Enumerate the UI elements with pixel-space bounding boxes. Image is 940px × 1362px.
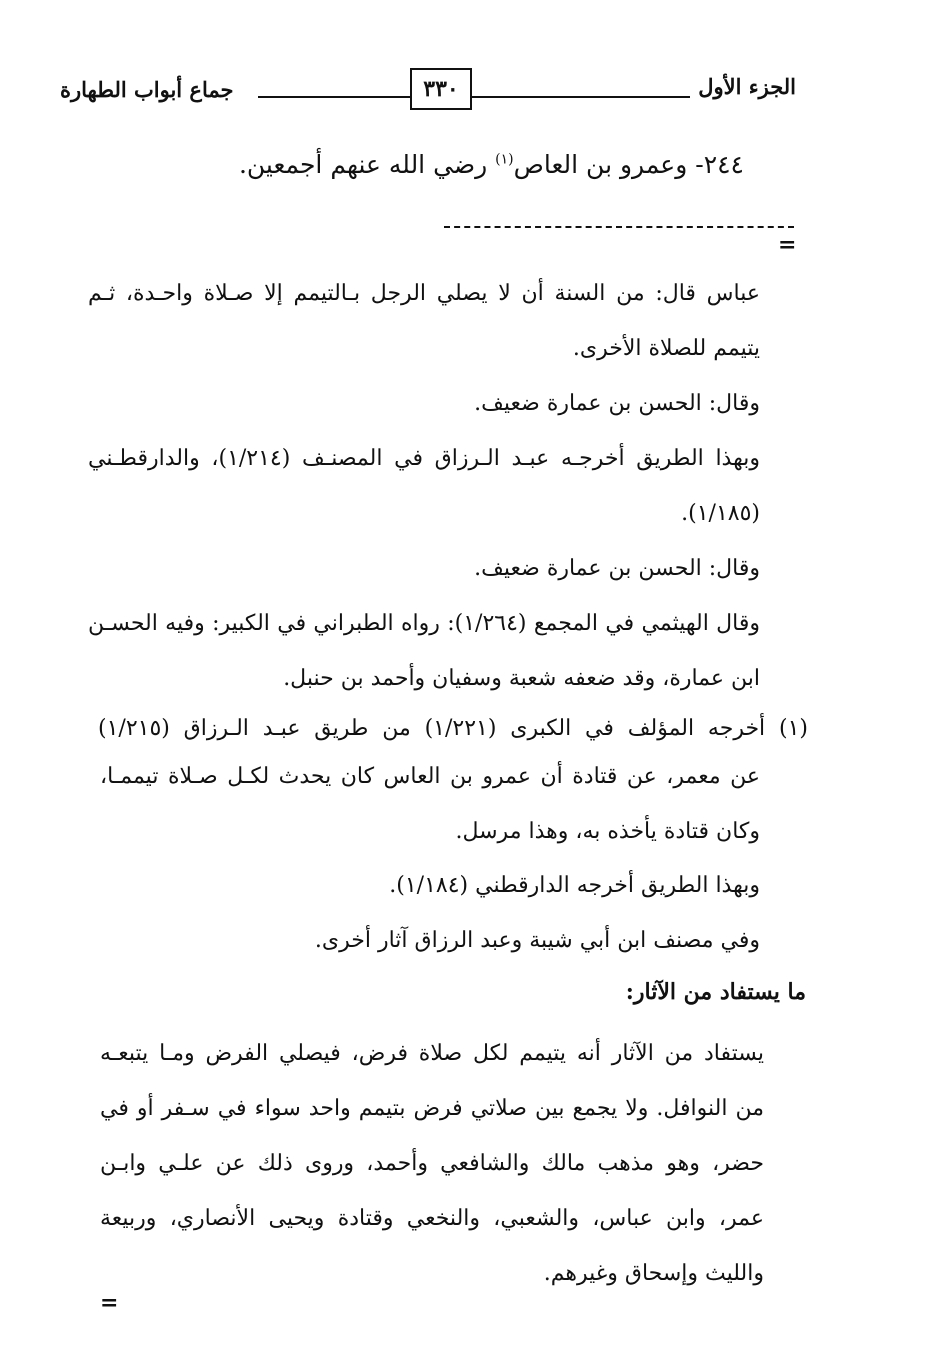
section-heading: ما يستفاد من الآثار: [625,979,806,1005]
note-line: عباس قال: من السنة أن لا يصلي الرجل بـالتيمم إلا صـلاة واحـدة، ثـم [88,281,760,306]
footnote-line: وكان قتادة يأخذه به، وهذا مرسل. [455,818,760,844]
benefit-line: حضر، وهو مذهب مالك والشافعي وأحمد، وروى ذلك عن علـي وابـن [100,1151,764,1176]
note-line: يتيمم للصلاة الأخرى. [572,336,760,361]
main-text-line [239,150,744,179]
main-text-start: ٢٤٤- وعمرو بن العاص [513,150,744,179]
note-line: وقال: الحسن بن عمارة ضعيف. [474,556,760,581]
footnote-line: وبهذا الطريق أخرجه الدارقطني (١/١٨٤). [389,873,760,898]
continuation-mark-bottom: = [100,1290,119,1316]
benefit-line: عمر، وابن عباس، والشعبي، والنخعي وقتادة ويحيى الأنصاري، وربيعة [100,1206,764,1231]
continuation-mark-top: = [778,232,797,258]
footnote-line: وفي مصنف ابن أبي شيبة وعبد الرزاق آثار أخرى. [314,927,760,953]
header-rule-left [258,96,410,98]
main-text-end: رضي الله عنهم أجمعين. [238,150,496,179]
benefits-paragraph [100,1026,764,1301]
page-number-box: ٣٣٠ [410,68,472,110]
header-section-title: جماع أبواب الطهارة [60,77,234,102]
footnote-first-line: (١) أخرجه المؤلف في الكبرى (١/٢٢١) من طريق عبـد الـرزاق (١/٢١٥) [98,716,808,741]
footnote-reference: (١) [495,151,514,168]
footnote-line: عن معمر، عن قتادة أن عمرو بن العاس كان يحدث لكـل صـلاة تيممـا، [100,764,760,789]
note-line: وقال: الحسن بن عمارة ضعيف. [474,391,760,416]
note-line: ابن عمارة، وقد ضعفه شعبة وسفيان وأحمد بن حنبل. [283,666,760,691]
notes-continued [88,266,760,706]
footnote-body [100,750,760,968]
benefit-line: من النوافل. ولا يجمع بين صلاتي فرض بتيمم واحد سواء في سـفر أو في [100,1096,764,1121]
header-volume: الجزء الأول [698,74,796,99]
footnote-separator [444,226,794,228]
benefit-line: يستفاد من الآثار أنه يتيمم لكل صلاة فرض، فيصلي الفرض ومـا يتبعـه [100,1041,764,1066]
note-line: وبهذا الطريق أخرجـه عبـد الـرزاق في المصنـف (١/٢١٤)، والدارقطـني [88,446,760,471]
benefit-line: والليث وإسحاق وغيرهم. [543,1261,764,1286]
note-line: (١/١٨٥). [681,501,760,526]
header-rule-right [472,96,690,98]
note-line: وقال الهيثمي في المجمع (١/٢٦٤): رواه الطبراني في الكبير: وفيه الحسـن [88,611,760,636]
